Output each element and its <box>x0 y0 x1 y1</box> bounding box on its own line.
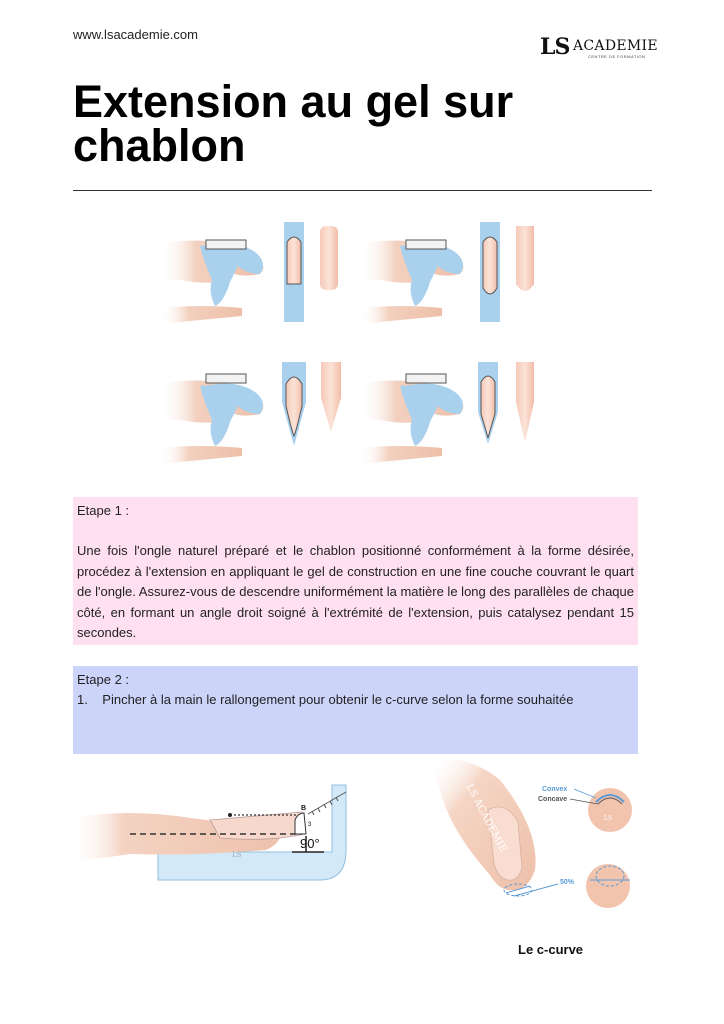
form-brand: LS <box>232 851 242 859</box>
nail-brand: LS ACADEMIE <box>463 782 509 855</box>
step-1-heading: Etape 1 : <box>77 503 130 518</box>
step-1-body: Une fois l'ongle naturel préparé et le chablon positionné conformément à la forme désirée, procédez à l'extension en appliquant le gel de construction en une fine couche couvrant le quart de l'ongle. Assurez-vous de descendre uniformément la matière le long des parallèles de chaque côté, en formant un angle droit soigné à l'extrémité de l'extension, puis catalysez pendant 15 secondes. <box>77 543 634 640</box>
site-url: www.lsacademie.com <box>73 27 198 42</box>
step-2-box <box>73 666 638 754</box>
brand-logo <box>540 34 658 60</box>
page-title: Extension au gel sur chablon <box>73 76 514 171</box>
logo-name: ACADEMIE <box>573 38 658 54</box>
step-1-box <box>73 497 638 645</box>
nail-form-steps-illustration <box>160 222 560 472</box>
concave-label: Concave <box>538 796 568 803</box>
point-label: B <box>301 805 307 812</box>
percent-label: 50% <box>560 879 575 886</box>
c-curve-illustration <box>410 760 655 920</box>
angle-label: 90° <box>300 836 320 851</box>
step-2-body: 1. Pincher à la main le rallongement pour obtenir le c-curve selon la forme souhaitée <box>77 692 574 707</box>
circle-brand: LS <box>604 815 613 822</box>
title-divider <box>73 190 652 191</box>
logo-initials: LS <box>540 34 570 60</box>
figure-caption: Le c-curve <box>518 942 584 957</box>
logo-tagline: CENTRE DE FORMATION <box>588 54 646 59</box>
nail-angle-diagram <box>70 780 360 890</box>
tick-label: 3 <box>308 822 312 828</box>
convex-label: Convex <box>542 786 568 793</box>
step-2-heading: Etape 2 : <box>77 672 130 687</box>
